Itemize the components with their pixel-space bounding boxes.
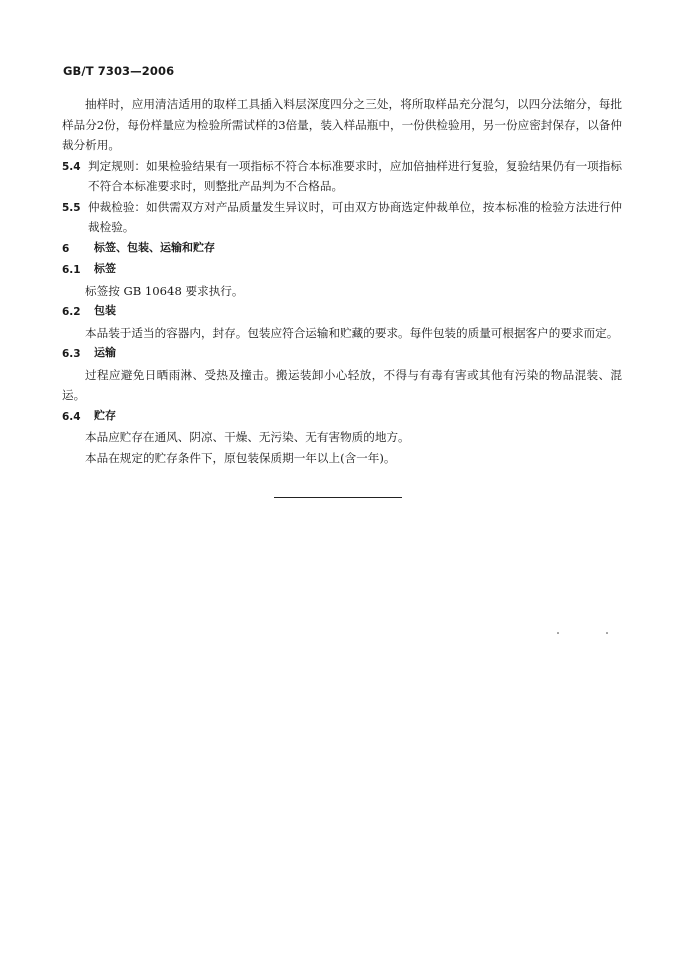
scan-speck — [606, 632, 608, 634]
section-title: 标签、包装、运输和贮存 — [94, 240, 215, 254]
clause-number: 5.5 — [62, 201, 81, 214]
subsection-number: 6.3 — [62, 348, 81, 360]
subsection-6-1-heading — [62, 259, 622, 281]
subsection-title: 标签 — [94, 262, 116, 275]
document-body — [62, 94, 622, 468]
subsection-6-2-paragraph: 本品装于适当的容器内，封存。包装应符合运输和贮藏的要求。每件包装的质量可根据客户的要求而定。 — [85, 325, 619, 340]
scan-speck — [557, 632, 559, 634]
section-number: 6 — [62, 242, 70, 255]
clause-text: 仲裁检验：如供需双方对产品质量发生异议时，可由双方协商选定仲裁单位，按本标准的检验方法进行仲裁检验。 — [88, 199, 622, 234]
clause-text: 判定规则：如果检验结果有一项指标不符合本标准要求时，应加倍抽样进行复验，复验结果仍有一项指标不符合本标准要求时，则整批产品判为不合格品。 — [88, 158, 622, 193]
subsection-6-4-paragraph-2: 本品在规定的贮存条件下，原包装保质期一年以上(含一年)。 — [85, 450, 396, 465]
subsection-6-4-paragraph-1: 本品应贮存在通风、阴凉、干燥、无污染、无有害物质的地方。 — [85, 430, 410, 444]
standard-code-header: GB/T 7303—2006 — [63, 64, 175, 78]
clause-number: 5.4 — [62, 160, 81, 173]
clause-5-4 — [62, 156, 622, 197]
subsection-title: 运输 — [94, 346, 116, 359]
clause-5-5 — [62, 197, 622, 238]
sampling-paragraph: 抽样时，应用清洁适用的取样工具插入料层深度四分之三处，将所取样品充分混匀，以四分法缩分，每批样品分2份，每份样量应为检验所需试样的3倍量，装入样品瓶中，一份供检验用，另一份应密封保存，以备仲裁分析用。 — [62, 97, 622, 152]
subsection-6-3-heading — [62, 343, 622, 365]
subsection-number: 6.2 — [62, 306, 81, 318]
subsection-6-2-heading — [62, 301, 622, 323]
subsection-title: 包装 — [94, 304, 116, 317]
subsection-title: 贮存 — [94, 408, 116, 422]
subsection-number: 6.1 — [62, 264, 81, 276]
subsection-6-3-paragraph: 过程应避免日晒雨淋、受热及撞击。搬运装卸小心轻放，不得与有毒有害或其他有污染的物品混装、混运。 — [62, 367, 622, 402]
end-of-document-rule — [274, 497, 402, 498]
subsection-number: 6.4 — [62, 410, 81, 423]
section-6-heading — [62, 238, 622, 260]
subsection-6-4-heading — [62, 406, 622, 428]
subsection-6-1-paragraph: 标签按 GB 10648 要求执行。 — [85, 283, 244, 298]
